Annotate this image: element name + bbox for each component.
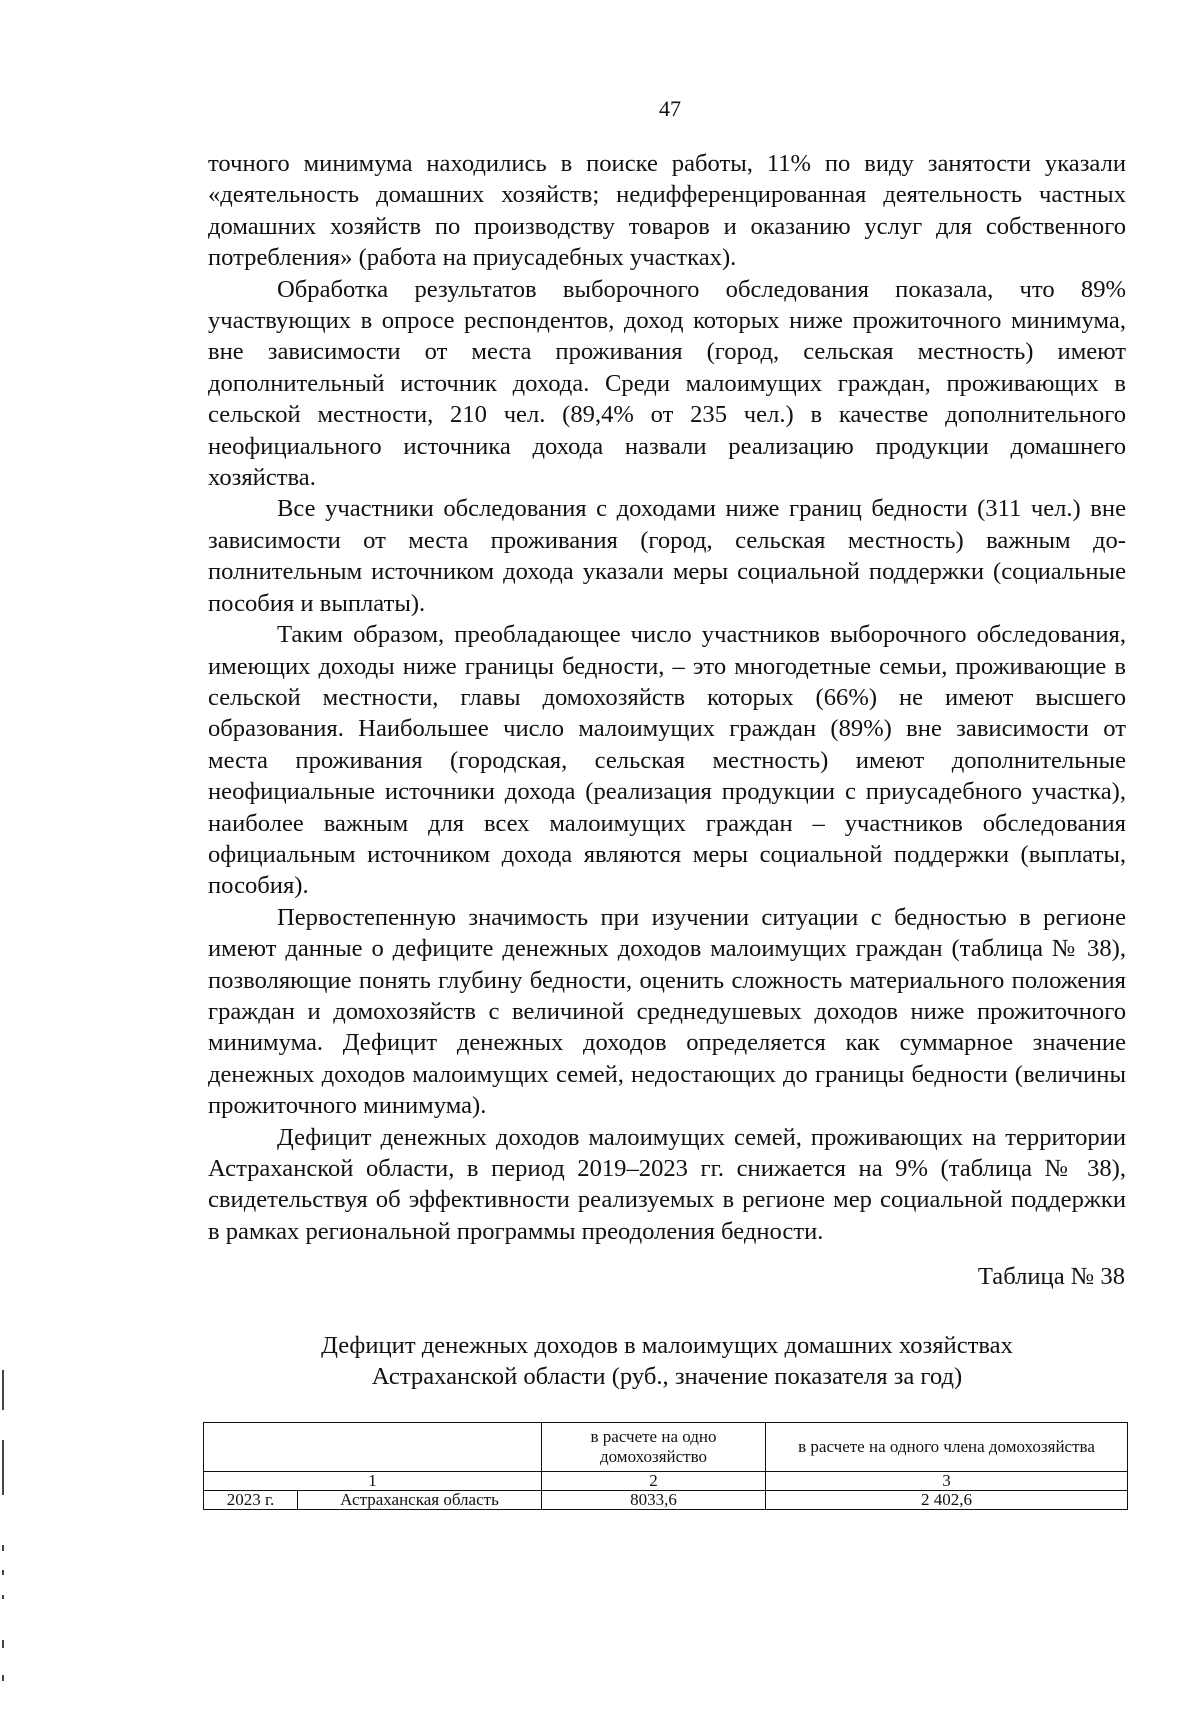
header-cell-per-member: в расчете на одного члена домохозяйства — [766, 1423, 1128, 1472]
body-text — [208, 148, 1126, 1247]
cell-per-household: 8033,6 — [542, 1491, 766, 1510]
deficit-table — [203, 1422, 1128, 1510]
paragraph-5: Первостепенную значимость при изучении ситуации с бедностью в регионе имеют данные о дефиците денежных доходов малоимущих граждан (таблица № 38), позволяющие понять глубину бедности, оценить сложность материального положения граждан и домохозяйств с величиной среднедушевых доходов ниже прожиточного минимума. Дефицит денежных доходов определяется как суммарное значение денежных доходов малоимущих семей, недостающих до границы бедности (величины прожиточного минимума). — [208, 903, 1126, 1120]
table-title-line-2: Астраханской области (руб., значение показателя за год) — [371, 1363, 963, 1390]
cell-year: 2023 г. — [204, 1491, 298, 1510]
numbering-cell-1: 1 — [204, 1472, 542, 1491]
paragraph-1: точного минимума находились в поиске работы, 11% по виду занятости указали «деятельность домашних хозяйств; недифференцированная деятельность частных домашних хозяйств по производству товаров и оказанию услуг для собственного потребления» (работа на приусадебных участках). — [208, 150, 1126, 272]
header-cell-per-household: в расчете на одно домохозяйство — [542, 1423, 766, 1472]
cell-per-member: 2 402,6 — [766, 1491, 1128, 1510]
header-cell-blank — [204, 1423, 542, 1472]
paragraph-6: Дефицит денежных доходов малоимущих семей, проживающих на территории Астраханской области, в период 2019–2023 гг. снижается на 9% (таблица № 38), свидетельствуя об эффективности реализуемых в регионе мер социальной поддержки в рамках региональной программы преодоления бедности. — [208, 1123, 1126, 1245]
paragraph-3: Все участники обследования с доходами ниже границ бедности (311 чел.) вне зависимости от места проживания (город, сельская местность) важным дополнительным источником дохода указали меры социальной поддержки (социальные пособия и выплаты). — [208, 495, 1126, 617]
cell-region: Астраханская область — [298, 1491, 542, 1510]
table-numbering-row — [204, 1472, 1128, 1491]
page-number: 47 — [659, 96, 681, 121]
table-title-line-1: Дефицит денежных доходов в малоимущих домашних хозяйствах — [321, 1332, 1013, 1359]
table-row — [204, 1491, 1128, 1510]
paragraph-2: Обработка результатов выборочного обследования показала, что 89% участвующих в опросе респондентов, доход которых ниже прожиточного минимума, вне зависимости от места проживания (город, сельская местность) имеют дополнительный источник дохода. Среди малоимущих граждан, проживающих в сельской местности, 210 чел. (89,4% от 235 чел.) в качестве дополнительного неофициального источника дохода назвали реализацию продукции домашнего хозяйства. — [208, 275, 1126, 492]
paragraph-4: Таким образом, преобладающее число участников выборочного обследования, имеющих доходы ниже границы бедности, – это многодетные семьи, проживающие в сельской местности, главы домохозяйств которых (66%) не имеют высшего образования. Наибольшее число малоимущих граждан (89%) вне зависимости от места проживания (городская, сельская местность) имеют дополнительные неофициальные источники дохода (реализация продукции с приусадебного участка), наиболее важным для всех малоимущих граждан – участников обследования официальным источником дохода являются меры социальной поддержки (выплаты, пособия). — [208, 621, 1126, 900]
table-title — [208, 1330, 1126, 1392]
numbering-cell-3: 3 — [766, 1472, 1128, 1491]
numbering-cell-2: 2 — [542, 1472, 766, 1491]
table-header-row — [204, 1423, 1128, 1472]
table-label: Таблица № 38 — [977, 1263, 1125, 1290]
scan-margin-marks — [2, 1370, 5, 1700]
